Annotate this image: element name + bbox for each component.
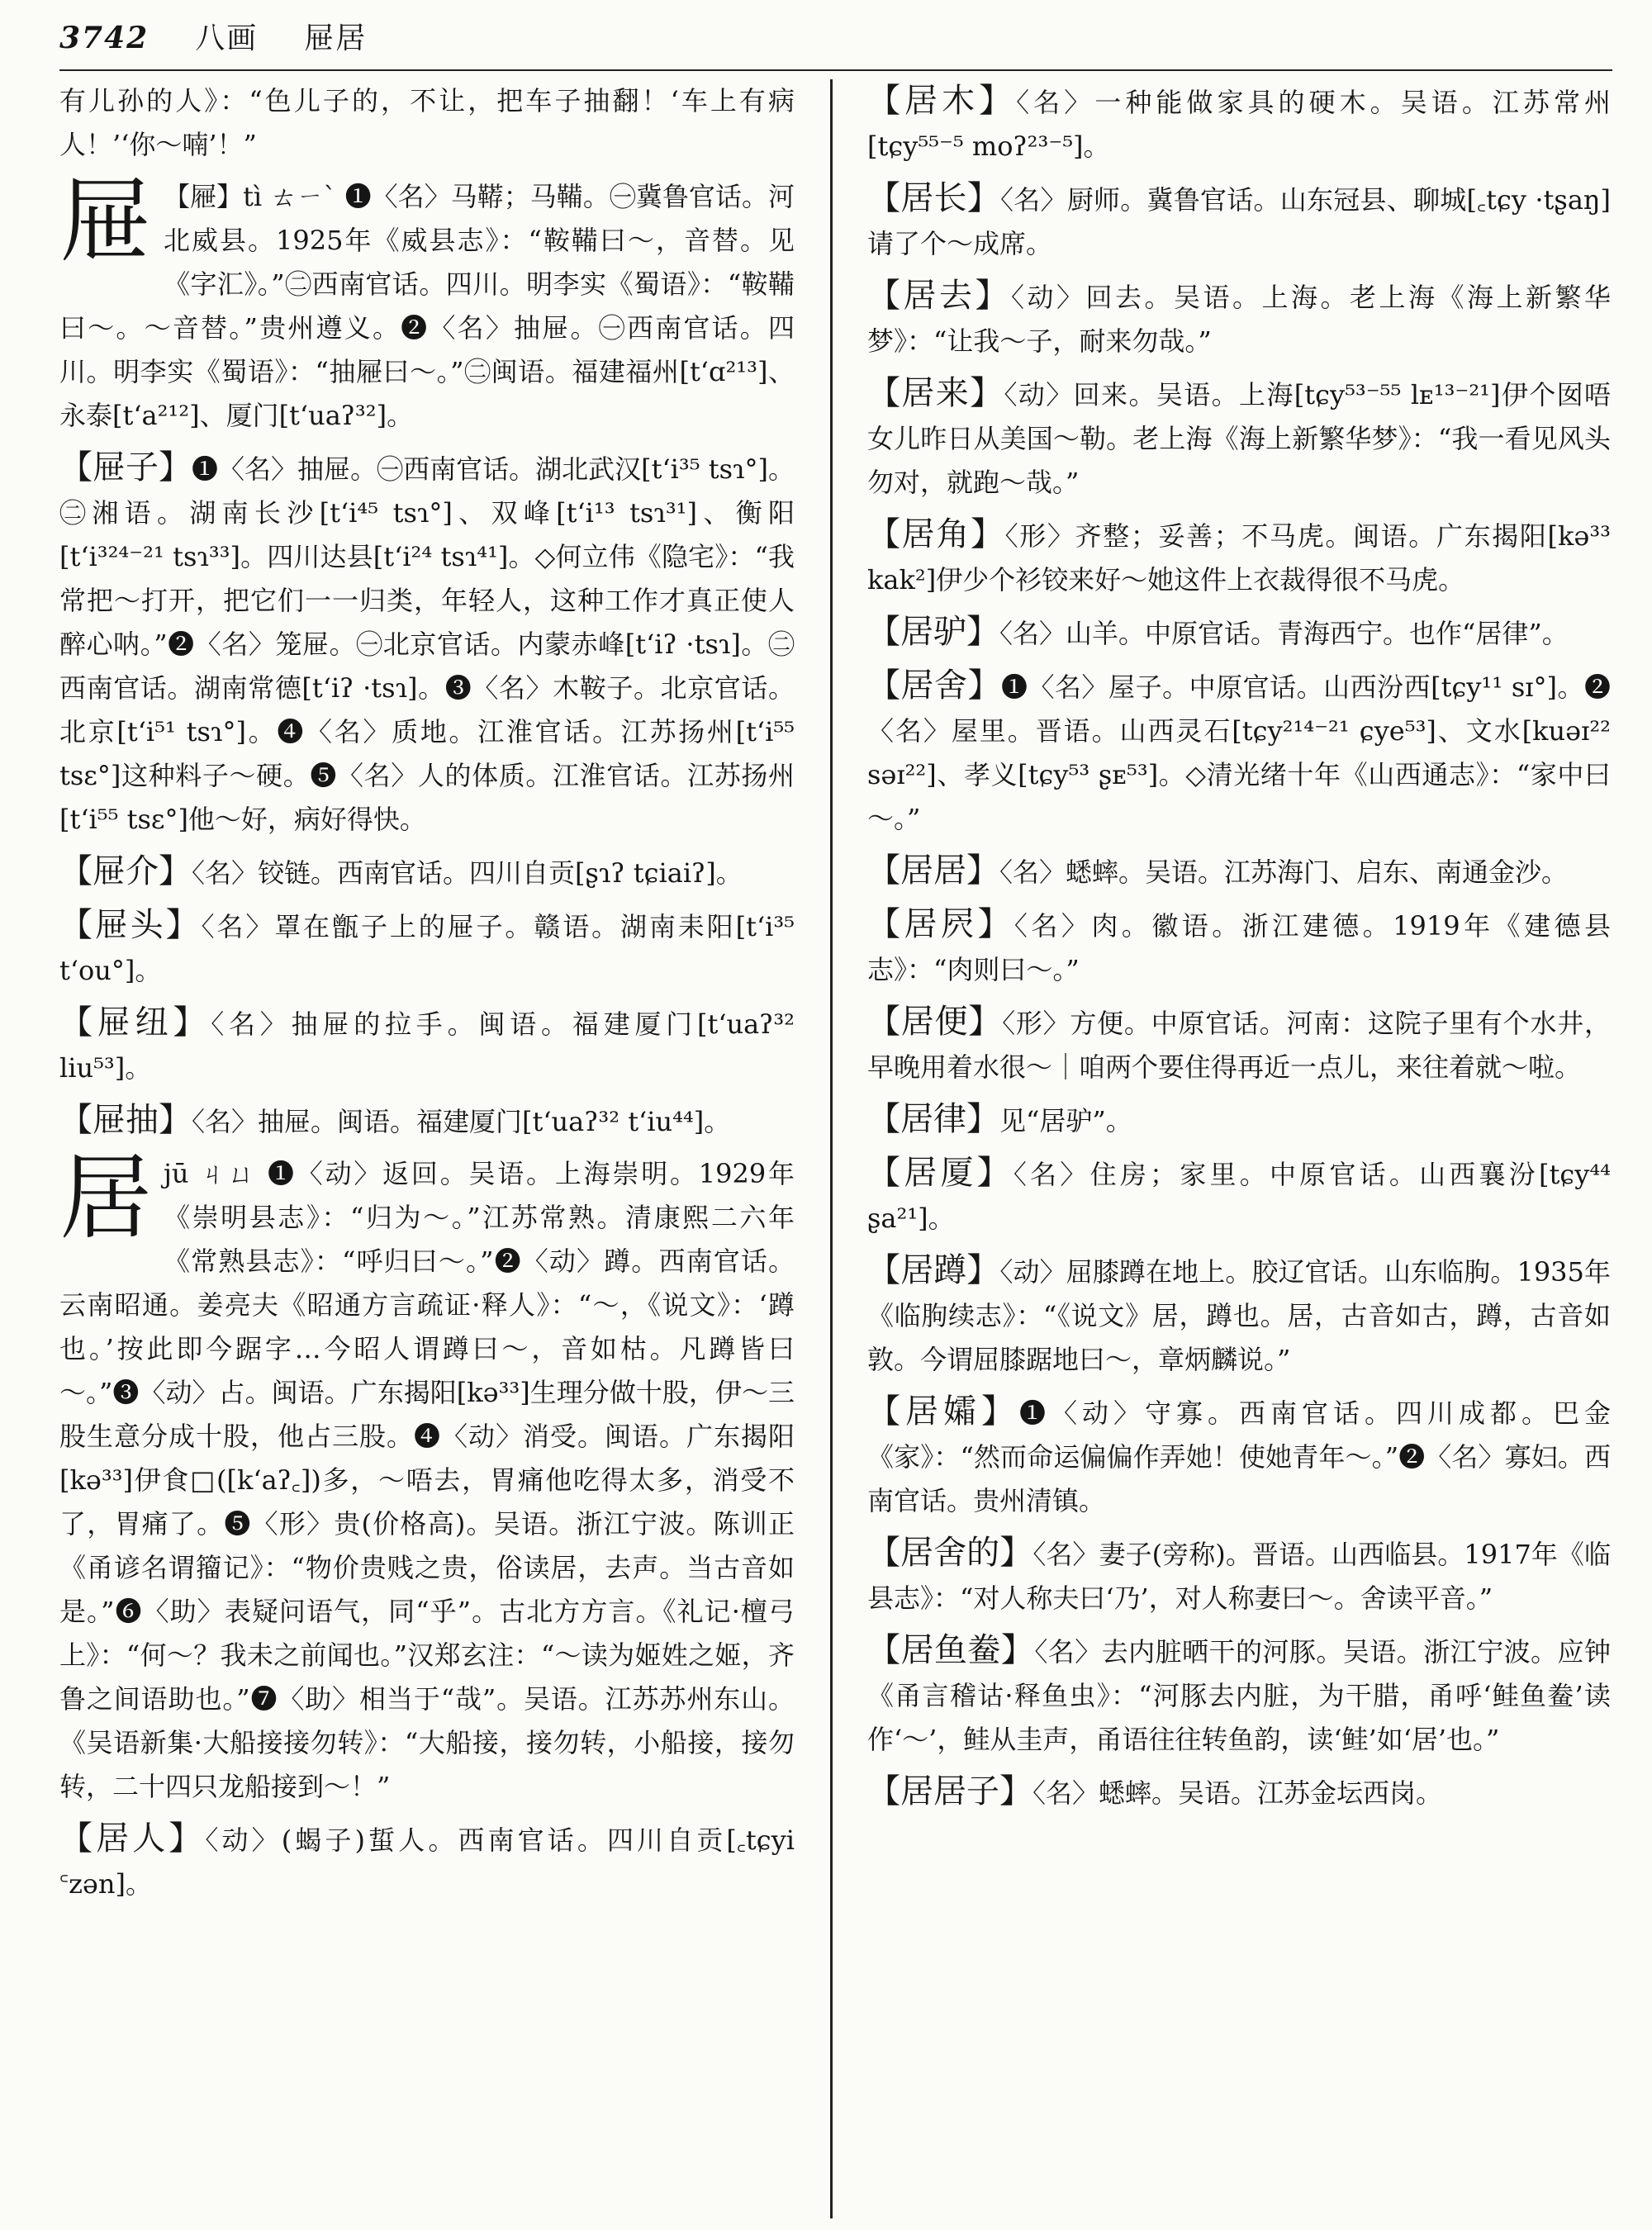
dictionary-entry bbox=[867, 1629, 1611, 1762]
dictionary-entry bbox=[867, 372, 1611, 505]
entry-definition: 〈名〉去内脏晒干的河豚。吴语。浙江宁波。应钟《甬言稽诂·释鱼虫》：“河豚去内脏，为干腊，甬呼‘鲑鱼鲞’读作‘～’，鲑从圭声，甬语往往转鱼韵，读‘鲑’如‘居’也。” bbox=[867, 1636, 1611, 1755]
dictionary-entry bbox=[867, 664, 1611, 841]
entry-definition: 〈名〉蟋蟀。吴语。江苏海门、启东、南通金沙。 bbox=[999, 856, 1569, 888]
entry-headword: 【居舍的】 bbox=[867, 1534, 1033, 1572]
entry-definition: 〈形〉齐整；妥善；不马虎。闽语。广东揭阳[kə³³ kak²]伊少个衫铰来好～她这件上衣裁得很不马虎。 bbox=[867, 520, 1611, 595]
entry-definition: ❶〈动〉守寡。西南官话。四川成都。巴金《家》：“然而命运偏偏作弄她！使她青年～。”❷〈名〉寡妇。西南官话。贵州清镇。 bbox=[867, 1397, 1611, 1516]
entry-headword: 【屉子】 bbox=[59, 448, 192, 486]
page-headwords: 屉居 bbox=[304, 21, 368, 55]
dictionary-entry bbox=[867, 1249, 1611, 1382]
entry-definition: 〈名〉罩在甑子上的屉子。赣语。湖南耒阳[t‘i³⁵ t‘ou°]。 bbox=[59, 911, 795, 986]
entry-headword: 【居便】 bbox=[867, 1003, 1003, 1041]
dictionary-entry bbox=[867, 177, 1611, 266]
dictionary-entry bbox=[59, 850, 795, 895]
page-number: 3742 bbox=[59, 21, 150, 55]
continued-text: 有儿孙的人》：“色儿子的，不让，把车子抽翻！‘车上有病人！’‘你～喃’！” bbox=[59, 85, 795, 160]
entry-definition: 〈名〉厨师。冀鲁官话。山东冠县、聊城[꜀tɕy ·tʂaŋ]请了个～成席。 bbox=[867, 184, 1611, 259]
entry-headword: 【居人】 bbox=[59, 1820, 206, 1858]
entry-headword: 【居鱼鲞】 bbox=[867, 1631, 1035, 1669]
dictionary-entry bbox=[59, 1001, 795, 1090]
entry-definition: 【屜】tì ㄊㄧˋ ❶〈名〉马鞯；马鞴。㊀冀鲁官话。河北威县。1925年《威县志》：“鞍鞴曰～，音替。见《字汇》。”㊁西南官话。四川。明李实《蜀语》：“鞍鞴曰～。～音替。”贵州遵义。❷〈名〉抽屉。㊀西南官话。四川。明李实《蜀语》：“抽屜曰～。”㊁闽语。福建福州[t‘ɑ²¹³]、永泰[t‘a²¹²]、厦门[t‘uaʔ³²]。 bbox=[59, 181, 795, 431]
dictionary-entry bbox=[59, 904, 795, 993]
entry-definition: 〈形〉方便。中原官话。河南：这院子里有个水井，早晚用着水很～｜咱两个要住得再近一点儿，来往着就～啦。 bbox=[867, 1008, 1611, 1083]
entry-headword: 【居居子】 bbox=[867, 1772, 1032, 1810]
dictionary-entry bbox=[867, 610, 1611, 656]
entry-headword: 【居来】 bbox=[867, 374, 1004, 412]
entry-definition: 〈名〉抽屉的拉手。闽语。福建厦门[t‘uaʔ³² liu⁵³]。 bbox=[59, 1008, 795, 1084]
entry-definition: ❶〈名〉屋子。中原官话。山西汾西[tɕy¹¹ sɪ°]。❷〈名〉屋里。晋语。山西灵石[tɕy²¹⁴⁻²¹ ɕye⁵³]、文水[kuəɪ²² səɪ²²]、孝义[tɕy⁵³ ʂᴇ⁵³]。◇清光绪十年《山西通志》：“家中曰～。” bbox=[867, 671, 1611, 834]
entry-headword: 【屉抽】 bbox=[59, 1101, 192, 1139]
entry-headword: 【居角】 bbox=[867, 515, 1005, 553]
dictionary-entry bbox=[867, 1531, 1611, 1620]
entry-headword: 【居律】 bbox=[867, 1100, 999, 1138]
entry-definition: 〈名〉肉。徽语。浙江建德。1919年《建德县志》：“肉则曰～。” bbox=[867, 910, 1611, 985]
entry-definition: 〈名〉山羊。中原官话。青海西宁。也作“居律”。 bbox=[999, 618, 1569, 649]
character-entry-ju bbox=[59, 1145, 795, 1809]
dictionary-entry bbox=[867, 274, 1611, 363]
entry-definition: 〈名〉住房；家里。中原官话。山西襄汾[tɕy⁴⁴ ʂa²¹]。 bbox=[867, 1159, 1611, 1234]
entry-headword: 【居木】 bbox=[867, 82, 1017, 120]
entry-headword: 【居舍】 bbox=[867, 667, 1002, 705]
entry-definition: 〈名〉妻子(旁称)。晋语。山西临县。1917年《临县志》：“对人称夫曰‘乃’，对人称妻曰～。舍读平音。” bbox=[867, 1539, 1611, 1614]
entry-headword: 【居屄】 bbox=[867, 905, 1014, 943]
entry-definition: 〈动〉(蝎子)蜇人。西南官话。四川自贡[꜀tɕyi ꜂zən]。 bbox=[59, 1824, 795, 1900]
entry-definition: 〈名〉蟋蟀。吴语。江苏金坛西岗。 bbox=[1032, 1777, 1443, 1809]
right-column bbox=[867, 79, 1611, 2218]
entry-headword: 【居长】 bbox=[867, 179, 1001, 217]
dictionary-entry bbox=[867, 513, 1611, 602]
dictionary-entry bbox=[867, 1098, 1611, 1143]
header-rule bbox=[59, 69, 1612, 71]
entry-headword: 【屉头】 bbox=[59, 906, 202, 944]
dictionary-entry bbox=[867, 903, 1611, 992]
dictionary-entry bbox=[867, 1770, 1611, 1815]
head-character: 居 bbox=[59, 1145, 152, 1252]
entry-headword: 【屉介】 bbox=[59, 852, 192, 890]
entry-headword: 【屉纽】 bbox=[59, 1004, 211, 1041]
entry-definition: 〈动〉回来。吴语。上海[tɕy⁵³⁻⁵⁵ lᴇ¹³⁻²¹]伊个囡唔女儿昨日从美国～勒。老上海《海上新繁华梦》：“我一看见风头勿对，就跑～哉。” bbox=[867, 379, 1611, 498]
entry-definition: 〈动〉回去。吴语。上海。老上海《海上新繁华梦》：“让我～子，耐来勿哉。” bbox=[867, 282, 1611, 357]
dictionary-entry bbox=[867, 849, 1611, 894]
page-header bbox=[59, 15, 1612, 73]
dictionary-entry bbox=[867, 1390, 1611, 1523]
entry-definition: jū ㄐㄩ ❶〈动〉返回。吴语。上海崇明。1929年《崇明县志》：“归为～。”江苏常熟。清康熙二六年《常熟县志》：“呼归曰～。”❷〈动〉蹲。西南官话。云南昭通。姜亮夫《昭通方言疏证·释人》：“～，《说文》：‘蹲也。’按此即今踞字…今昭人谓蹲曰～，音如枯。凡蹲皆曰～。”❸〈动〉占。闽语。广东揭阳[kə³³]生理分做十股，伊～三股生意分成十股，他占三股。❹〈动〉消受。闽语。广东揭阳[kə³³]伊食□([k‘aʔ꜀])多，～唔去，胃痛他吃得太多，消受不了，胃痛了。❺〈形〉贵(价格高)。吴语。浙江宁波。陈训正《甬谚名谓籀记》：“物价贵贱之贵，俗读居，去声。当古音如是。”❻〈助〉表疑问语气，同“乎”。古北方方言。《礼记·檀弓上》：“何～？我未之前闻也。”汉郑玄注：“～读为姬姓之姬，齐鲁之间语助也。”❼〈助〉相当于“哉”。吴语。江苏苏州东山。《吴语新集·大船接接勿转》：“大船接，接勿转，小船接，接勿转，二十四只龙船接到～！” bbox=[59, 1158, 795, 1802]
dictionary-entry bbox=[867, 1000, 1611, 1089]
entry-headword: 【居厦】 bbox=[867, 1154, 1014, 1192]
entry-headword: 【居居】 bbox=[867, 852, 999, 890]
entry-definition: 见“居驴”。 bbox=[999, 1105, 1132, 1136]
entry-headword: 【居去】 bbox=[867, 277, 1011, 315]
entry-definition: 〈名〉铰链。西南官话。四川自贡[ʂɿʔ tɕiaiʔ]。 bbox=[192, 857, 743, 889]
entry-definition: 〈名〉一种能做家具的硬木。吴语。江苏常州[tɕy⁵⁵⁻⁵ moʔ²³⁻⁵]。 bbox=[867, 87, 1611, 162]
entry-headword: 【居驴】 bbox=[867, 613, 999, 651]
character-entry-ti bbox=[59, 168, 795, 438]
dictionary-entry bbox=[59, 1098, 795, 1144]
dictionary-entry bbox=[867, 79, 1611, 168]
left-column bbox=[59, 79, 795, 2218]
entry-headword: 【居蹲】 bbox=[867, 1251, 1000, 1289]
dictionary-entry bbox=[59, 1817, 795, 1906]
head-character: 屉 bbox=[59, 168, 152, 275]
section-label: 八画 bbox=[195, 21, 259, 55]
dictionary-entry bbox=[59, 446, 795, 842]
entry-definition: 〈名〉抽屉。闽语。福建厦门[t‘uaʔ³² t‘iu⁴⁴]。 bbox=[192, 1106, 731, 1137]
entry-headword: 【居孀】 bbox=[867, 1393, 1019, 1431]
entry-definition: ❶〈名〉抽屉。㊀西南官话。湖北武汉[t‘i³⁵ tsɿ°]。㊁湘语。湖南长沙[t‘i⁴⁵ tsɿ°]、双峰[t‘i¹³ tsɿ³¹]、衡阳[t‘i³²⁴⁻²¹ tsɿ³³]。四川达县[t‘i²⁴ tsɿ⁴¹]。◇何立伟《隐宅》：“我常把～打开，把它们一一归类，年轻人，这种工作才真正使人醉心呐。”❷〈名〉笼屉。㊀北京官话。内蒙赤峰[t‘iʔ ·tsɿ]。㊁西南官话。湖南常德[t‘iʔ ·tsɿ]。❸〈名〉木鞍子。北京官话。北京[t‘i⁵¹ tsɿ°]。❹〈名〉质地。江淮官话。江苏扬州[t‘i⁵⁵ tsɛ°]这种料子～硬。❺〈名〉人的体质。江淮官话。江苏扬州[t‘i⁵⁵ tsɛ°]他～好，病好得快。 bbox=[59, 453, 795, 835]
entry-definition: 〈动〉屈膝蹲在地上。胶辽官话。山东临朐。1935年《临朐续志》：“《说文》居，蹲也。居，古音如古，蹲，古音如敦。今谓屈膝踞地曰～，章炳麟说。” bbox=[867, 1256, 1611, 1375]
dictionary-entry bbox=[867, 1151, 1611, 1241]
column-divider bbox=[830, 79, 833, 2218]
